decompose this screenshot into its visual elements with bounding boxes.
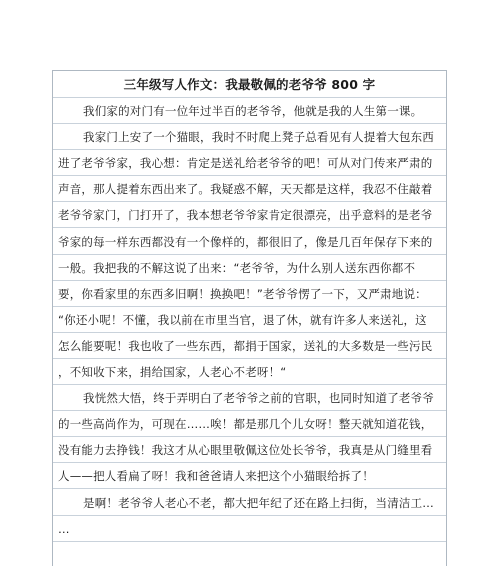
essay-line: 人——把人看扁了呀！我和爸爸请人来把这个小猫眼给拆了！: [53, 463, 446, 489]
essay-line: 爷家的每一样东西都没有一个像样的，都很旧了，像是几百年保存下来的: [53, 229, 446, 255]
essay-line: 我恍然大悟，终于弄明白了老爷爷之前的官职，也同时知道了老爷爷: [53, 385, 446, 411]
essay-line: 声音，那人提着东西出来了。我疑惑不解，天天都是这样，我忍不住敲着: [53, 176, 446, 202]
essay-line: 怎么能要呢！我也收了一些东西，都捐于国家，送礼的大多数是一些污民: [53, 333, 446, 359]
essay-line: 我家门上安了一个猫眼，我时不时爬上凳子总看见有人提着大包东西: [53, 124, 446, 150]
essay-line: 要，你看家里的东西多旧啊！换换吧！”老爷爷愣了一下，又严肃地说：: [53, 281, 446, 307]
essay-line: 是啊！老爷爷人老心不老，都大把年纪了还在路上扫街，当清洁工…: [53, 490, 446, 516]
essay-line: …: [53, 516, 446, 542]
essay-line: “你还小呢！不懂，我以前在市里当官，退了休，就有许多人来送礼，这: [53, 307, 446, 333]
essay-line: 进了老爷爷家，我心想：肯定是送礼给老爷爷的吧！可从对门传来严肃的: [53, 150, 446, 176]
essay-line: 我们家的对门有一位年过半百的老爷爷，他就是我的人生第一课。: [53, 98, 446, 124]
essay-title: 三年级写人作文：我最敬佩的老爷爷 800 字: [53, 71, 446, 98]
essay-line: 老爷爷家门，门打开了，我本想老爷爷家肯定很漂亮，出乎意料的是老爷: [53, 202, 446, 228]
essay-document: [52, 70, 447, 566]
essay-line: 没有能力去挣钱！我这才从心眼里敬佩这位处长爷爷，我真是从门缝里看: [53, 437, 446, 463]
essay-line: ，不知收下来，捐给国家，人老心不老呀！“: [53, 359, 446, 385]
essay-line: 一般。我把我的不解这说了出来：“老爷爷，为什么别人送东西你都不: [53, 255, 446, 281]
essay-line: 的一些高尚作为，可现在……唉！都是那几个儿女呀！整天就知道花钱，: [53, 411, 446, 437]
